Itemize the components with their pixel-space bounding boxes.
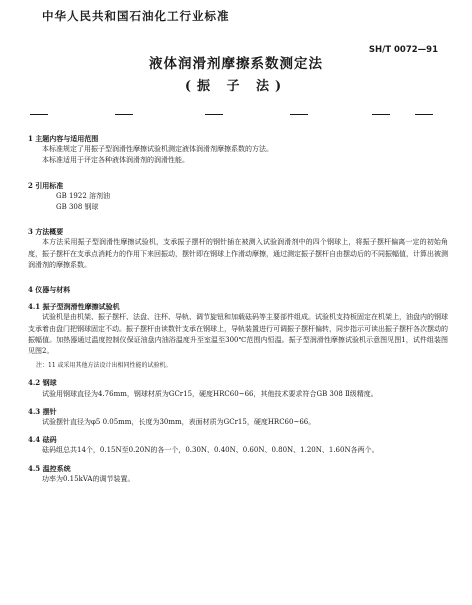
header-rule-1 [30,114,48,115]
subsection-heading-4-4: 4.4 砝码 [28,435,57,445]
section-1-para-1: 本标准规定了用振子型润滑性摩擦试验机测定液体润滑剂摩擦系数的方法。 [42,145,273,154]
subsection-4-3-para: 试验摆针直径为φ5 0.05mm，长度为30mm，表面材质为GCr15，硬度HRC60~66。 [42,418,316,427]
subsection-4-2-para: 试验用钢球直径为4.76mm，钢球材质为GCr15，硬度HRC60~66，其他技术要求符合GB 308 Ⅱ级精度。 [42,389,378,398]
subsection-heading-4-2: 4.2 钢球 [28,378,57,388]
header-rule-6 [415,114,433,115]
header-rule-5 [372,114,390,115]
header-rule-2 [115,114,133,115]
subsection-heading-4-3: 4.3 摆针 [28,406,57,416]
subsection-4-5-para: 功率为0.15kVA的调节装置。 [42,474,135,483]
document-title: 液体润滑剂摩擦系数测定法 [149,56,323,72]
standard-code: SH/T 0072—91 [368,45,438,55]
subsection-4-4-para: 砝码组总共14个，0.15N至0.20N的各一个，0.30N、0.40N、0.60N、0.80N、1.20N、1.60N各两个。 [42,446,379,455]
section-heading-1: 1 主题内容与适用范围 [28,134,99,143]
reference-item: GB 1922 溶剂油 [56,191,111,200]
header-rule-3 [205,114,223,115]
header-rule-4 [290,114,308,115]
subsection-4-1-para: 试验机是由机架、振子摆杆、法盘、注杯、导轨、调节旋钮和加载砝码等主要部件组成。试验机支持板固定在机架上，油盘内的钢球支承着由盘门把钢球固定不动。振子摆杆由读数针支承在钢球上，导轨装置进行可调振子摆杆偏转，同步指示可读出振子摆杆各次摆动的振幅值。加热器通过温度控制仪保证油盘内油浴温度升至室温至300℃范围内恒温。振子型润滑性摩擦试验机示意图见图1，试件组装图见图2。 [28,313,448,356]
section-heading-3: 3 方法概要 [28,227,64,237]
subsection-heading-4-1: 4.1 振子型润滑性摩擦试验机 [28,302,120,312]
section-3-para-1: 本方法采用振子型润滑性摩擦试验机，支承振子摆杆的钢针插在被测入试验润滑剂中的四个钢球上，将振子摆杆偏离一定的初始角度，振子摆杆在支承点消耗力的作用下来回振动，摆针即在钢球上作滑动摩擦，通过测定振子摆杆自由摆动后的不同振幅值，计算出被测润滑剂的摩擦系数。 [28,238,448,269]
document-body [28,133,448,485]
section-heading-2: 2 引用标准 [28,180,64,190]
reference-item: GB 308 钢球 [56,203,99,212]
section-1-para-2: 本标准适用于评定各种液体润滑剂的润滑性能。 [42,156,189,165]
section-heading-4: 4 仪器与材料 [28,285,71,295]
document-subtitle: (振 子 法) [184,79,288,94]
standard-org-header: 中华人民共和国石油化工行业标准 [42,9,230,23]
subsection-heading-4-5: 4.5 温控系统 [28,463,71,473]
note-text: 注：11 或采用其他方法设计出相同性能的试验机。 [36,362,172,370]
